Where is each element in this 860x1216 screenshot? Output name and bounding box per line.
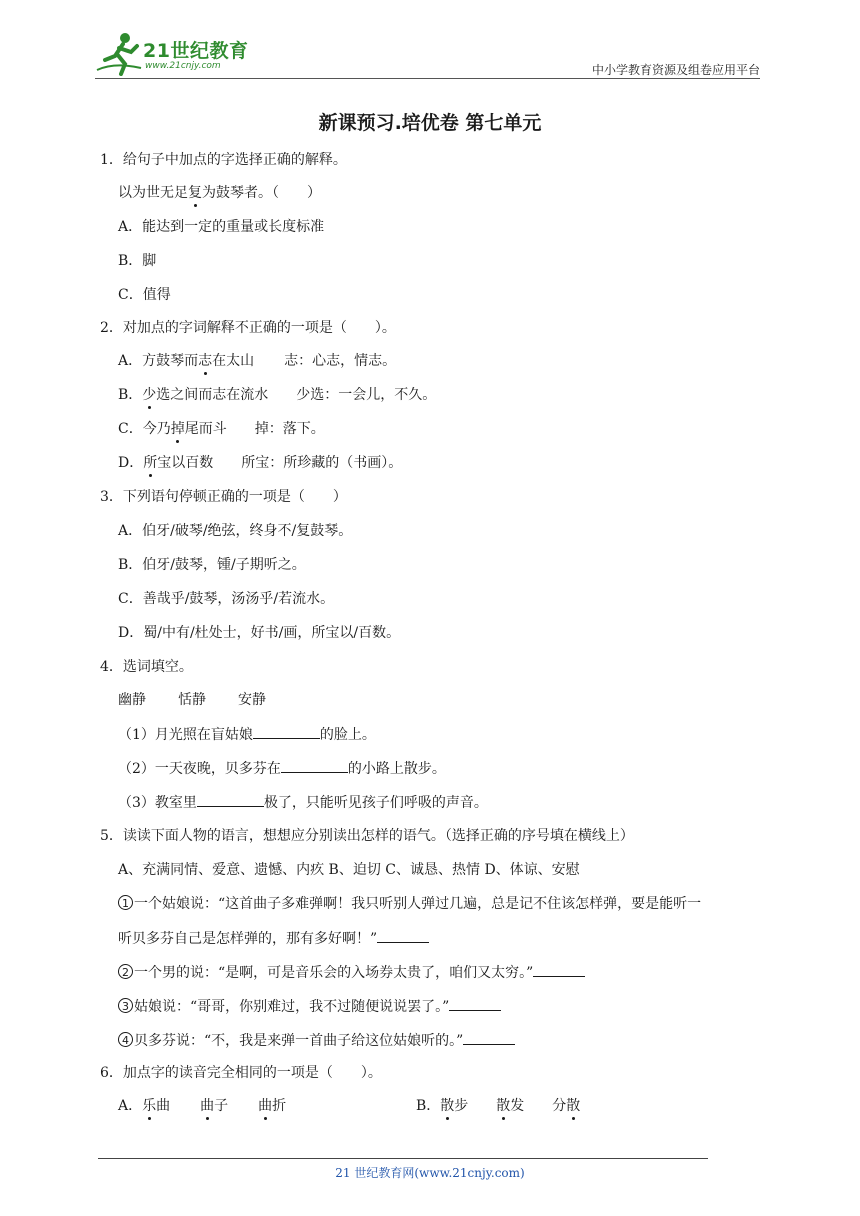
- dotted-char: 散: [440, 1098, 455, 1114]
- footer-divider: [98, 1158, 708, 1159]
- dotted-char: 乐: [142, 1098, 157, 1114]
- dotted-char: 所: [143, 455, 158, 471]
- question-5-item-1: 1 一个姑娘说：“这首曲子多难弹啊！我只听别人弹过几遍，总是记不住该怎样弹，要是能听一: [118, 894, 701, 914]
- question-3-option-d[interactable]: D．蜀/中有/杜处士，好书/画，所宝以/百数。: [118, 625, 401, 641]
- answer-blank[interactable]: [533, 962, 585, 977]
- question-5-options: A、充满同情、爱意、遗憾、内疚 B、迫切 C、诚恳、热情 D、体谅、安慰: [118, 862, 580, 878]
- answer-blank[interactable]: [197, 792, 264, 807]
- circled-number: 2: [118, 964, 133, 979]
- word-option: 幽静: [118, 692, 146, 708]
- question-1-option-c[interactable]: C．值得: [118, 287, 171, 303]
- question-2-option-b[interactable]: B．少选之间而志在流水 少选：一会儿，不久。: [118, 387, 437, 403]
- question-1-option-b[interactable]: B．脚: [118, 253, 157, 269]
- platform-name: 中小学教育资源及组卷应用平台: [591, 63, 760, 77]
- question-6-option-a[interactable]: A．乐曲 曲子 曲折: [118, 1098, 287, 1114]
- page-title: 新课预习.培优卷 第七单元: [318, 112, 542, 134]
- dotted-char: 掉: [170, 421, 185, 437]
- site-logo: [95, 30, 265, 76]
- question-2-stem: 2．对加点的字词解释不正确的一项是（ ）。: [100, 320, 396, 336]
- question-3-option-c[interactable]: C．善哉乎/鼓琴，汤汤乎/若流水。: [118, 591, 335, 607]
- question-5-item-2: 2 一个男的说：“是啊，可是音乐会的入场券太贵了，咱们又太穷。”: [118, 962, 585, 983]
- circled-number: 3: [118, 998, 133, 1013]
- question-4-item-2: （2）一天夜晚，贝多芬在 的小路上散步。: [118, 758, 446, 779]
- question-3-stem: 3．下列语句停顿正确的一项是（ ）: [100, 489, 347, 505]
- dotted-char: 少: [142, 387, 157, 403]
- circled-number: 4: [118, 1032, 133, 1047]
- question-5-item-1-cont: 听贝多芬自己是怎样弹的，那有多好啊！”: [118, 928, 429, 949]
- question-2-option-d[interactable]: D．所宝以百数 所宝：所珍藏的（书画）。: [118, 455, 403, 471]
- question-1-stem: 1．给句子中加点的字选择正确的解释。: [100, 152, 347, 168]
- logo-text: 21世纪教育: [143, 40, 249, 62]
- logo-url: www.21cnjy.com: [145, 61, 221, 71]
- question-2-option-a[interactable]: A．方鼓琴而志在太山 志：心志，情志。: [118, 353, 397, 369]
- dotted-char: 散: [496, 1098, 511, 1114]
- dotted-char: 志: [198, 353, 213, 369]
- word-option: 安静: [238, 692, 266, 708]
- dotted-char: 复: [188, 185, 202, 201]
- answer-blank[interactable]: [463, 1030, 515, 1045]
- dotted-char: 曲: [200, 1098, 215, 1114]
- dotted-char: 曲: [258, 1098, 273, 1114]
- runner-icon: [95, 30, 145, 76]
- question-5-item-4: 4 贝多芬说：“不，我是来弹一首曲子给这位姑娘听的。”: [118, 1030, 515, 1051]
- question-6-stem: 6．加点字的读音完全相同的一项是（ ）。: [100, 1065, 382, 1081]
- question-3-option-b[interactable]: B．伯牙/鼓琴，锺/子期听之。: [118, 557, 306, 573]
- question-4-stem: 4．选词填空。: [100, 659, 193, 675]
- question-5-item-3: 3 姑娘说：“哥哥，你别难过，我不过随便说说罢了。”: [118, 996, 501, 1017]
- question-4-item-1: （1）月光照在盲姑娘 的脸上。: [118, 724, 376, 745]
- word-option: 恬静: [178, 692, 206, 708]
- question-2-option-c[interactable]: C．今乃掉尾而斗 掉：落下。: [118, 421, 325, 437]
- question-5-stem: 5．读读下面人物的语言，想想应分别读出怎样的语气。（选择正确的序号填在横线上）: [100, 828, 634, 844]
- question-6-option-b[interactable]: B．散步 散发 分散: [416, 1098, 581, 1114]
- answer-blank[interactable]: [377, 928, 429, 943]
- page-header: [95, 30, 760, 80]
- question-3-option-a[interactable]: A．伯牙/破琴/绝弦，终身不/复鼓琴。: [118, 523, 353, 539]
- word-bank: [118, 690, 266, 710]
- page-footer[interactable]: 21 世纪教育网(www.21cnjy.com): [335, 1166, 525, 1180]
- circled-number: 1: [118, 895, 133, 910]
- answer-blank[interactable]: [253, 724, 320, 739]
- question-4-item-3: （3）教室里 极了，只能听见孩子们呼吸的声音。: [118, 792, 488, 813]
- dotted-char: 散: [566, 1098, 581, 1114]
- question-1-sentence: 以为世无足复为鼓琴者。（ ）: [118, 185, 321, 201]
- question-1-option-a[interactable]: A．能达到一定的重量或长度标准: [118, 219, 325, 235]
- header-divider: [95, 78, 760, 79]
- answer-blank[interactable]: [281, 758, 348, 773]
- answer-blank[interactable]: [449, 996, 501, 1011]
